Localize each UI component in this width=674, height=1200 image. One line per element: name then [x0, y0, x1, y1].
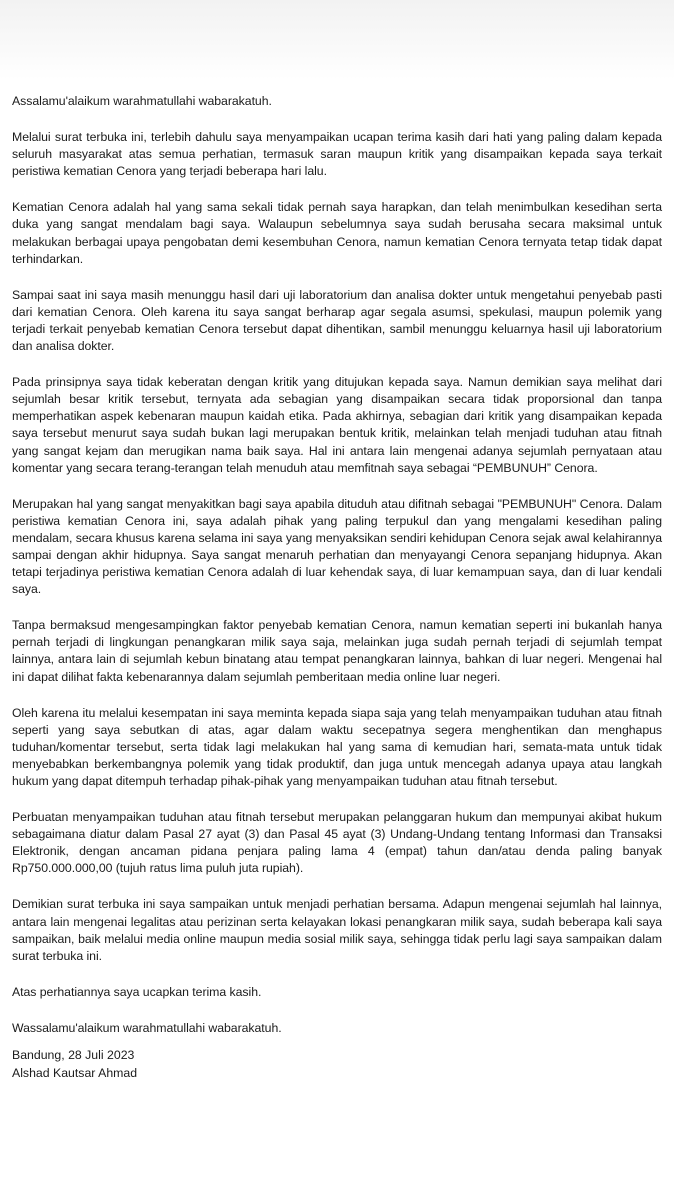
- paragraph-6: Tanpa bermaksud mengesampingkan faktor penyebab kematian Cenora, namun kematian seperti ini bukanlah hanya pernah terjadi di lingkungan penangkaran milik saya saja, melainkan juga sudah pernah terjadi di sejumlah tempat lainnya, antara lain di sejumlah kebun binatang atau tempat penangkaran lainnya, bahkan di luar negeri. Mengenai hal ini dapat dilihat fakta kebenarannya dalam sejumlah pemberitaan media online luar negeri.: [12, 618, 662, 684]
- paragraph-9: Demikian surat terbuka ini saya sampaikan untuk menjadi perhatian bersama. Adapun mengenai sejumlah hal lainnya, antara lain mengenai legalitas atau perizinan serta kelayakan lokasi penangkaran milik saya, sudah beberapa kali saya sampaikan, baik melalui media online maupun media sosial milik saya, sehingga tidak perlu lagi saya sampaikan dalam surat terbuka ini.: [12, 897, 662, 963]
- paragraph-8: Perbuatan menyampaikan tuduhan atau fitnah tersebut merupakan pelanggaran hukum dan mempunyai akibat hukum sebagaimana diatur dalam Pasal 27 ayat (3) dan Pasal 45 ayat (3) Undang-Undang tentang Informasi dan Transaksi Elektronik, dengan ancaman pidana penjara paling lama 4 (empat) tahun dan/atau denda paling banyak Rp750.000.000,00 (tujuh ratus lima puluh juta rupiah).: [12, 810, 662, 876]
- paragraph-1: Melalui surat terbuka ini, terlebih dahulu saya menyampaikan ucapan terima kasih dari hati yang paling dalam kepada seluruh masyarakat atas semua perhatian, termasuk saran maupun kritik yang disampaikan kepada saya terkait peristiwa kematian Cenora yang terjadi beberapa hari lalu.: [12, 130, 662, 179]
- signer-name: Alshad Kautsar Ahmad: [12, 1065, 138, 1080]
- paragraph-2: Kematian Cenora adalah hal yang sama sekali tidak pernah saya harapkan, dan telah menimbulkan kesedihan serta duka yang sangat mendalam bagi saya. Walaupun sebelumnya saya sudah berusaha secara maksimal untuk melakukan berbagai upaya pengobatan demi kesembuhan Cenora, namun kematian Cenora ternyata tetap tidak dapat terhindarkan.: [12, 200, 662, 266]
- closing-greeting: Wassalamu'alaikum warahmatullahi wabarakatuh.: [12, 1020, 282, 1035]
- greeting: Assalamu'alaikum warahmatullahi wabarakatuh.: [12, 94, 272, 108]
- paragraph-3: Sampai saat ini saya masih menunggu hasil dari uji laboratorium dan analisa dokter untuk mengetahui penyebab pasti dari kematian Cenora. Oleh karena itu saya sangat berharap agar segala asumsi, spekulasi, maupun polemik yang terjadi terkait penyebab kematian Cenora tersebut dapat dihentikan, sambil menunggu keluarnya hasil uji laboratorium dan analisa dokter.: [12, 287, 662, 354]
- paragraph-4: Pada prinsipnya saya tidak keberatan dengan kritik yang ditujukan kepada saya. Namun demikian saya melihat dari sejumlah besar kritik tersebut, ternyata ada sebagian yang disampaikan secara tidak proporsional dan tanpa memperhatikan aspek kebenaran maupun kaidah etika. Pada akhirnya, sebagian dari kritik yang disampaikan kepada saya tersebut menurut saya sudah bukan lagi merupakan bentuk kritik, melainkan telah menjadi tuduhan atau fitnah yang sangat kejam dan merugikan nama baik saya. Hal ini antara lain mengenai adanya sejumlah pernyataan atau komentar yang secara terang-terangan telah menuduh atau memfitnah saya sebagai “PEMBUNUH” Cenora.: [12, 375, 662, 475]
- top-shade: [0, 0, 674, 80]
- paragraph-thanks: Atas perhatiannya saya ucapkan terima kasih.: [12, 984, 262, 999]
- signature-block: [12, 1047, 137, 1082]
- letter-body: [12, 93, 662, 1037]
- place-date: Bandung, 28 Juli 2023: [12, 1048, 135, 1062]
- paragraph-5: Merupakan hal yang sangat menyakitkan bagi saya apabila dituduh atau difitnah sebagai "PEMBUNUH" Cenora. Dalam peristiwa kematian Cenora ini, saya adalah pihak yang paling terpukul dan yang mengalami kesedihan paling mendalam, secara khusus karena selama ini saya yang menyaksikan sendiri kehidupan Cenora sejak awal kelahirannya sampai dengan akhir hidupnya. Saya sangat menaruh perhatian dan menyayangi Cenora sepanjang hidupnya. Akan tetapi terjadinya peristiwa kematian Cenora adalah di luar kehendak saya, di luar kemampuan saya, dan di luar kendali saya.: [12, 496, 662, 597]
- paragraph-7: Oleh karena itu melalui kesempatan ini saya meminta kepada siapa saja yang telah menyampaikan tuduhan atau fitnah seperti yang saya sebutkan di atas, agar dalam waktu secepatnya segera menghentikan dan menghapus tuduhan/komentar tersebut, serta tidak lagi melakukan hal yang sama di kemudian hari, semata-mata untuk tidak menyebabkan berkembangnya polemik yang tidak produktif, dan juga untuk mencegah adanya upaya atau langkah hukum yang dapat ditempuh terhadap pihak-pihak yang menyampaikan tuduhan atau fitnah tersebut.: [12, 705, 662, 788]
